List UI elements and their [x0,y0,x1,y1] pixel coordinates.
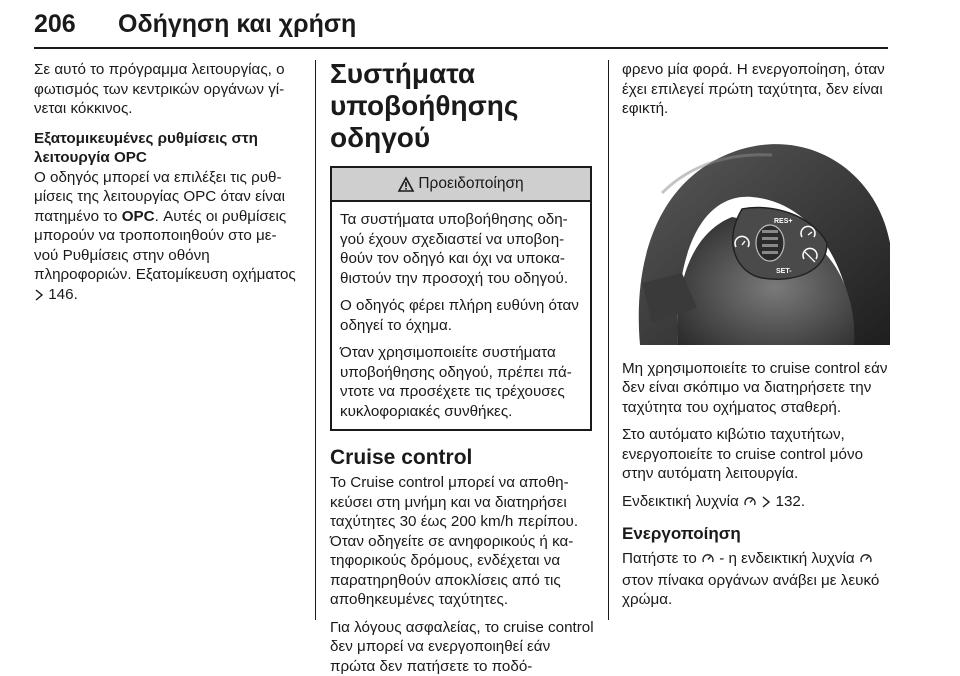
cruise-control-lamp-icon [743,494,757,514]
indicator-paragraph [622,492,892,514]
activation-text-b: - η ενδεικτική λυχνία [715,550,859,567]
warning-paragraph-3: Όταν χρησιμοποιείτε συστήματα υποβοήθησης οδηγού, πρέπει πά- ντοτε να προσέχετε τις τρέχουσες κυκλοφοριακές συνθήκες. [340,343,582,421]
cruise-control-lamp-icon-2 [859,551,873,571]
page-reference-132[interactable]: 132. [776,493,806,510]
steering-wheel-figure [622,133,890,345]
continued-paragraph: φρενο μία φορά. Η ενεργοποίηση, όταν έχει επιλεγεί πρώτη ταχύτητα, δεν είναι εφικτή. [622,60,892,119]
activation-text-a: Πατήστε το [622,550,701,567]
chapter-title: Οδήγηση και χρήση [118,10,356,39]
usage-paragraph-1: Μη χρησιμοποιείτε το cruise control εάν δεν είναι σκόπιμο να διατηρήσετε την ταχύτητα του οχήματος σταθερή. [622,359,892,418]
cruise-control-paragraph-1: Το Cruise control μπορεί να αποθη- κεύσει στη μνήμη και να διατηρήσει ταχύτητες 30 έως 200 km/h περίπου. Όταν οδηγείτε σε ανηφορικούς ή κα- τηφορικούς δρόμους, ενδέχεται να παρατηρηθούν αποκλίσεις από τις αποθηκευμένες ταχύτητες. [330,473,595,610]
opc-settings-paragraph [34,168,302,307]
cruise-control-button-icon [701,551,715,571]
column-1 [34,60,302,306]
indicator-text: Ενδεικτική λυχνία [622,493,743,510]
cruise-control-heading: Cruise control [330,445,595,471]
activation-text-c: στον πίνακα οργάνων ανάβει με λευκό χρώμα. [622,572,879,609]
column-divider-2 [608,60,609,620]
page-number: 206 [34,10,76,39]
warning-paragraph-1: Τα συστήματα υποβοήθησης οδη- γού έχουν σχεδιαστεί να υποβοη- θούν τον οδηγό και όχι να υποκα- θιστούν την προσοχή του οδηγού. [340,210,582,288]
opc-settings-subheading: Εξατομικευμένες ρυθμίσεις στη λειτουργία OPC [34,129,302,168]
page-reference-icon-2 [761,494,771,514]
section-title: Συστήματα υποβοήθησης οδηγού [330,58,595,154]
warning-triangle-icon [398,177,414,192]
opc-text-b: . Αυτές οι ρυθμίσεις μπορούν να τροποποιηθούν στο με- νού Ρυθμίσεις στην οθόνη πληροφοριών. Εξατομίκευση οχήματος [34,208,296,284]
warning-header [332,168,590,202]
page-reference-icon [34,287,44,307]
page-reference-146[interactable]: 146. [48,286,78,303]
warning-paragraph-2: Ο οδηγός φέρει πλήρη ευθύνη όταν οδηγεί το όχημα. [340,296,582,335]
intro-paragraph: Σε αυτό το πρόγραμμα λειτουργίας, ο φωτισμός των κεντρικών οργάνων γί- νεται κόκκινος. [34,60,302,119]
activation-heading: Ενεργοποίηση [622,523,892,545]
steering-wheel-illustration [622,133,890,345]
column-divider-1 [315,60,316,620]
column-2 [330,60,595,676]
set-minus-label: SET- [776,268,792,275]
page-header [34,10,888,54]
activation-paragraph [622,549,892,610]
warning-box [330,166,592,431]
header-rule [34,47,888,49]
warning-body [332,202,590,429]
warning-heading: Προειδοποίηση [418,175,523,193]
usage-paragraph-2: Στο αυτόματο κιβώτιο ταχυτήτων, ενεργοποιείτε το cruise control μόνο στην αυτόματη λειτουργία. [622,425,892,484]
opc-button-name: OPC [122,208,155,225]
opc-text-a: Ο οδηγός μπορεί να επιλέξει τις ρυθ- μίσεις της λειτουργίας OPC όταν είναι πατημένο το [34,169,285,225]
column-3 [622,60,892,610]
cruise-control-paragraph-2: Για λόγους ασφαλείας, το cruise control δεν μπορεί να ενεργοποιηθεί εάν πρώτα δεν πατήσετε το ποδό- [330,618,595,676]
res-plus-label: RES+ [774,218,792,225]
